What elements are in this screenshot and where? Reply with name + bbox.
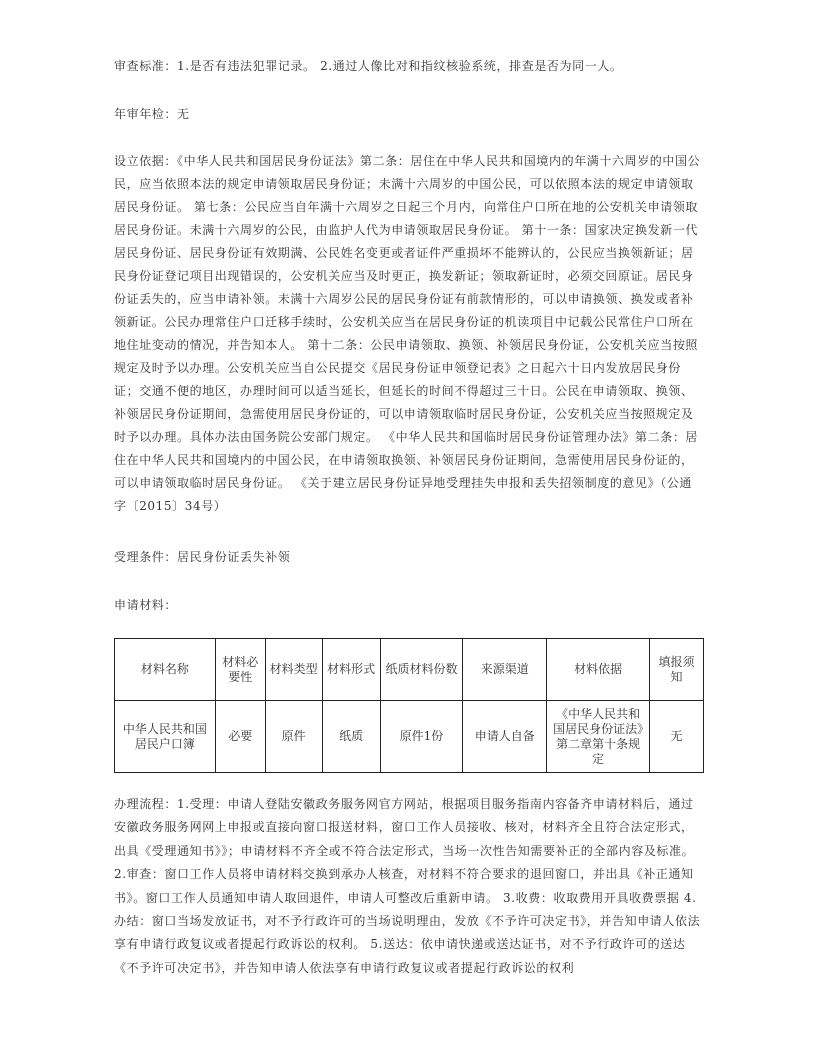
materials-table — [114, 638, 704, 773]
cell-necessity: 必要 — [215, 701, 265, 773]
annual-review-paragraph: 年审年检：无 — [114, 107, 190, 121]
header-necessity: 材料必要性 — [215, 639, 265, 701]
header-material-form: 材料形式 — [322, 639, 380, 701]
cell-material-type: 原件 — [265, 701, 322, 773]
cell-source-channel: 申请人自备 — [463, 701, 547, 773]
header-material-basis: 材料依据 — [547, 639, 650, 701]
acceptance-condition-paragraph: 受理条件：居民身份证丢失补领 — [114, 550, 291, 564]
header-material-type: 材料类型 — [265, 639, 322, 701]
cell-material-name: 中华人民共和国居民户口簿 — [115, 701, 216, 773]
cell-material-form: 纸质 — [322, 701, 380, 773]
header-paper-copies: 纸质材料份数 — [380, 639, 463, 701]
cell-paper-copies: 原件1份 — [380, 701, 463, 773]
cell-filling-notes: 无 — [650, 701, 704, 773]
cell-material-basis: 《中华人民共和国居民身份证法》第二章第十条规定 — [547, 701, 650, 773]
table-row — [115, 701, 704, 773]
process-paragraph: 办理流程：1.受理：申请人登陆安徽政务服务网官方网站，根据项目服务指南内容备齐申请材料后，通过安徽政务服务网网上申报或直接向窗口报送材料，窗口工作人员接收、核对，材料齐全且符合法定形式，出具《受理通知书》》；申请材料不齐全或不符合法定形式，当场一次性告知需要补正的全部内容及标准。 2.审查：窗口工作人员将申请材料交换到承办人核查，对材料不符合要求的退回窗口，并出具《补正通知书》。窗口工作人员通知申请人取回退件，申请人可整改后重新申请。 3.收费：收取费用开具收费票据 4.办结：窗口当场发放证书，对不予行政许可的当场说明理由，发放《不予许可决定书》，并告知申请人依法享有申请行政复议或者提起行政诉讼的权利。 5.送达：依申请快递或送达证书，对不予行政许可的送达《不予许可决定书》，并告知申请人依法享有申请行政复议或者提起行政诉讼的权利 — [114, 797, 701, 975]
header-filling-notes: 填报须知 — [650, 639, 704, 701]
header-material-name: 材料名称 — [115, 639, 216, 701]
legal-basis-paragraph: 设立依据：《中华人民共和国居民身份证法》第二条：居住在中华人民共和国境内的年满十六周岁的中国公民，应当依照本法的规定申请领取居民身份证；未满十六周岁的中国公民，可以依照本法的规定申请领取居民身份证。 第七条：公民应当自年满十六周岁之日起三个月内，向常住户口所在地的公安机关申请领取居民身份证。未满十六周岁的公民，由监护人代为申请领取居民身份证。 第十一条：国家决定换发新一代居民身份证、居民身份证有效期满、公民姓名变更或者证件严重损坏不能辨认的，公民应当换领新证；居民身份证登记项目出现错误的，公安机关应当及时更正，换发新证；领取新证时，必须交回原证。居民身份证丢失的，应当申请补领。未满十六周岁公民的居民身份证有前款情形的，可以申请换领、换发或者补领新证。公民办理常住户口迁移手续时，公安机关应当在居民身份证的机读项目中记载公民常住户口所在地住址变动的情况，并告知本人。 第十二条：公民申请领取、换领、补领居民身份证，公安机关应当按照规定及时予以办理。公安机关应当自公民提交《居民身份证申领登记表》之日起六十日内发放居民身份证；交通不便的地区，办理时间可以适当延长，但延长的时间不得超过三十日。公民在申请领取、换领、补领居民身份证期间，急需使用居民身份证的，可以申请领取临时居民身份证，公安机关应当按照规定及时予以办理。具体办法由国务院公安部门规定。 《中华人民共和国临时居民身份证管理办法》第二条：居住在中华人民共和国境内的中国公民，在申请领取换领、补领居民身份证期间，急需使用居民身份证的，可以申请领取临时居民身份证。 《关于建立居民身份证异地受理挂失申报和丢失招领制度的意见》（公通字〔2015〕34号） — [114, 154, 701, 513]
table-header-row — [115, 639, 704, 701]
review-standard-paragraph: 审查标准：1.是否有违法犯罪记录。 2.通过人像比对和指纹核验系统，排查是否为同一人。 — [114, 59, 623, 73]
header-source-channel: 来源渠道 — [463, 639, 547, 701]
materials-label: 申请材料： — [114, 598, 178, 612]
